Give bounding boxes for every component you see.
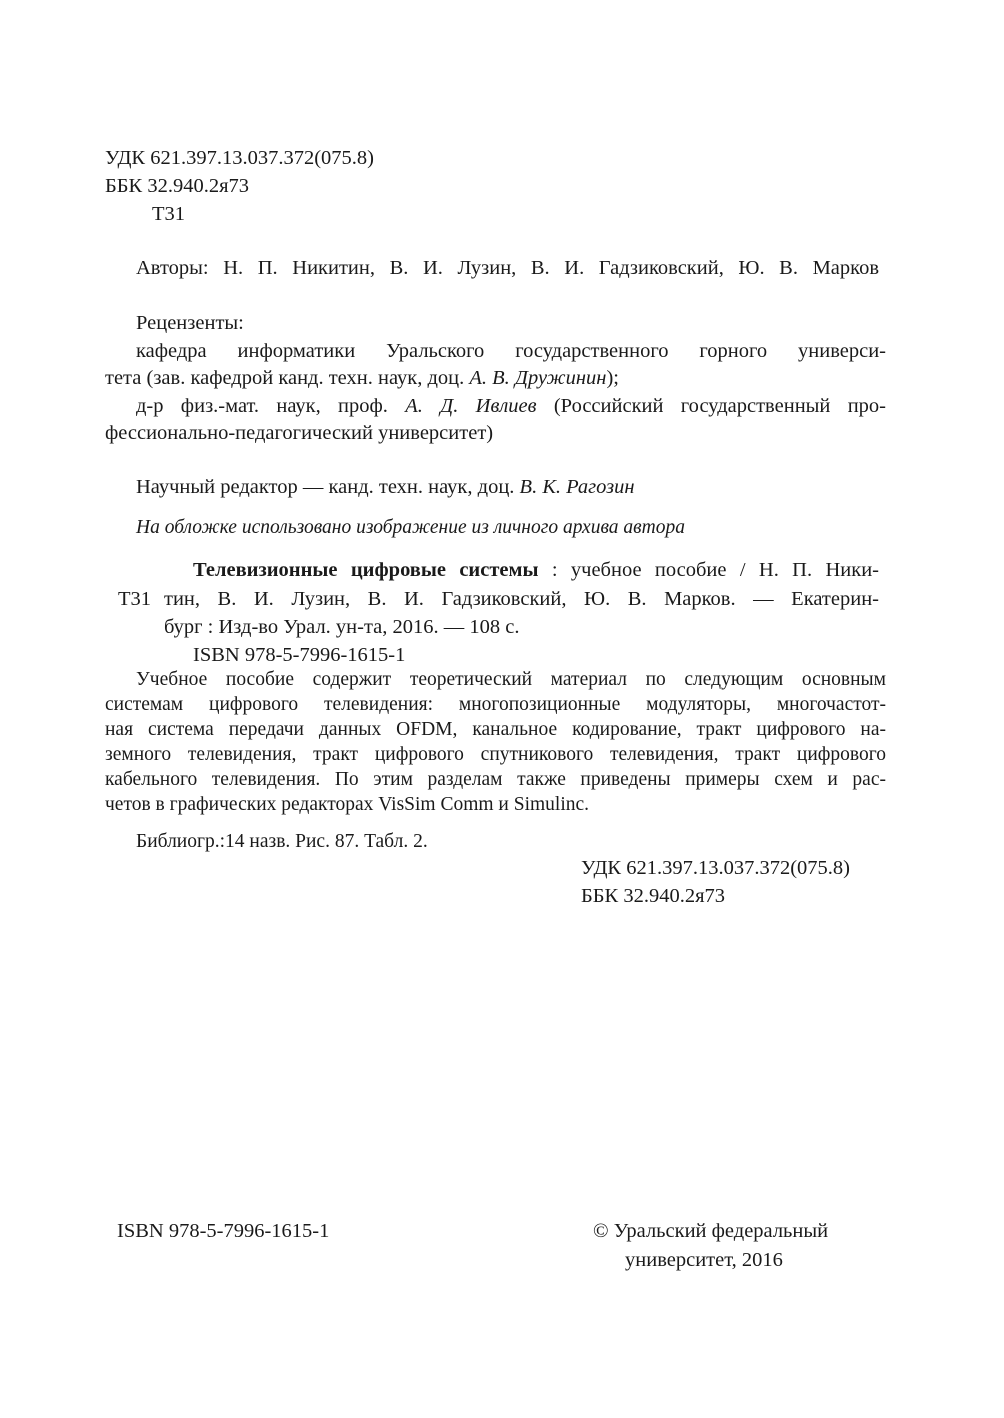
editor-credentials: Научный редактор — канд. техн. наук, доц. [136,476,515,498]
authors-label: Авторы: [136,257,209,279]
author-mark: Т31 [152,203,186,225]
reviewer-2-degree: д-р физ.-мат. наук, проф. [136,395,388,417]
reviewer-1-line-1: кафедра информатики Уральского государственного горного универси- [136,340,886,362]
record-mark: Т31 [118,588,152,610]
reviewer-1-close: ); [606,367,619,389]
scientific-editor [136,477,635,498]
abstract-line: системам цифрового телевидения: многопозиционные модуляторы, многочастот- [105,694,886,715]
bbk-code-right: ББК 32.940.2я73 [581,885,726,907]
copyright-line-2: университет, 2016 [625,1249,783,1271]
cover-note: На обложке использовано изображение из личного архива автора [136,517,685,538]
copyright-line-1: © Уральский федеральный [593,1220,829,1242]
editor-name: В. К. Рагозин [519,476,635,498]
reviewer-1-name: А. В. Дружинин [469,367,607,389]
record-line-2: тин, В. И. Лузин, В. И. Гадзиковский, Ю. В. Марков. — Екатерин- [164,588,879,610]
record-line-1-rest: : учебное пособие / Н. П. Ники- [551,559,879,581]
reviewers-heading: Рецензенты: [136,312,244,334]
udk-code: УДК 621.397.13.037.372(075.8) [105,147,375,169]
reviewer-2-line-2: фессионально-педагогический университет) [105,422,494,444]
bibliography-note: Библиогр.:14 назв. Рис. 87. Табл. 2. [136,831,428,852]
abstract-line: Учебное пособие содержит теоретический материал по следующим основным [136,669,886,690]
reviewer-2-affiliation: (Российский государственный про- [553,395,887,417]
authors-line [136,258,879,279]
reviewer-2-name: А. Д. Ивлиев [405,395,537,417]
abstract-line: кабельного телевидения. По этим разделам также приведены примеры схем и рас- [105,769,886,790]
udk-code-right: УДК 621.397.13.037.372(075.8) [581,857,851,879]
record-line-1 [193,560,879,581]
reviewer-2-line-1 [136,396,886,417]
authors-names: Н. П. Никитин, В. И. Лузин, В. И. Гадзиковский, Ю. В. Марков [223,257,879,279]
abstract-line: ная система передачи данных OFDM, канальное кодирование, тракт цифрового на- [105,719,886,740]
footer-isbn: ISBN 978-5-7996-1615-1 [117,1220,330,1242]
reviewer-1-affiliation: тета (зав. кафедрой канд. техн. наук, доц. [105,367,465,389]
abstract-line: земного телевидения, тракт цифрового спутникового телевидения, тракт цифрового [105,744,886,765]
reviewer-1-line-2 [105,368,619,389]
record-isbn: ISBN 978-5-7996-1615-1 [193,644,406,666]
record-title: Телевизионные цифровые системы [193,559,539,581]
abstract-last-line: четов в графических редакторах VisSim Comm и Simulinc. [105,794,590,815]
bbk-code: ББК 32.940.2я73 [105,175,250,197]
record-line-3: бург : Изд-во Урал. ун-та, 2016. — 108 с. [164,616,520,638]
